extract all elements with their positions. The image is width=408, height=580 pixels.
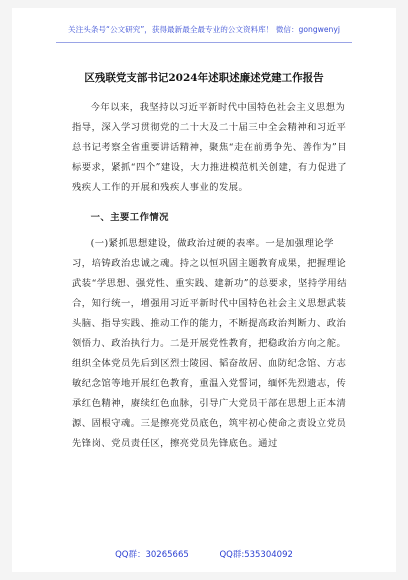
header-divider (56, 42, 352, 43)
footer-qq-group-1: QQ群：30265665 (115, 550, 189, 560)
document-title: 区残联党支部书记2024年述职述廉述党建工作报告 (84, 72, 324, 84)
document-body (72, 98, 348, 454)
intro-paragraph: 今年以来，我坚持以习近平新时代中国特色社会主义思想为指导，深入学习贯彻党的二十大及二十届三中全会精神和习近平总书记考察全省重要讲话精神，聚焦“走在前勇争先、善作为”目标要求，紧抓“四个”建设，大力推进模范机关创建，有力促进了残疾人工作的开展和残疾人事业的发展。 (72, 102, 348, 193)
footer-qq-group-2: QQ群:535304092 (219, 550, 293, 560)
body-paragraph: (一)紧抓思想建设，做政治过硬的表率。一是加强理论学习，培铸政治忠诚之魂。持之以恒巩固主题教育成果，把握理论武装“学思想、强党性、重实践、建新功”的总要求，坚持学用结合，知行统一，增强用习近平新时代中国特色社会主义思想武装头脑、指导实践、推动工作的能力，不断提高政治判断力、政治领悟力、政治执行力。二是开展党性教育，把稳政治方向之舵。组织全体党员先后到区烈士陵园、韬奋故居、血防纪念馆、方志敏纪念馆等地开展红色教育，重温入党誓词，缅怀先烈遗志，传承红色精神，赓续红色血脉，引导广大党员干部在思想上正本清源、固根守魂。三是擦亮党员底色，筑牢初心使命之责设立党员先锋岗、党员责任区，擦亮党员先锋底色。通过 (72, 238, 348, 449)
header-banner: 关注头条号“公文研究”，获得最新最全最专业的公文资料库！ 微信：gongwenyj (68, 25, 340, 34)
footer-qq-groups (12, 548, 396, 560)
section-heading: 一、主要工作情况 (90, 212, 169, 223)
document-page (12, 8, 396, 572)
